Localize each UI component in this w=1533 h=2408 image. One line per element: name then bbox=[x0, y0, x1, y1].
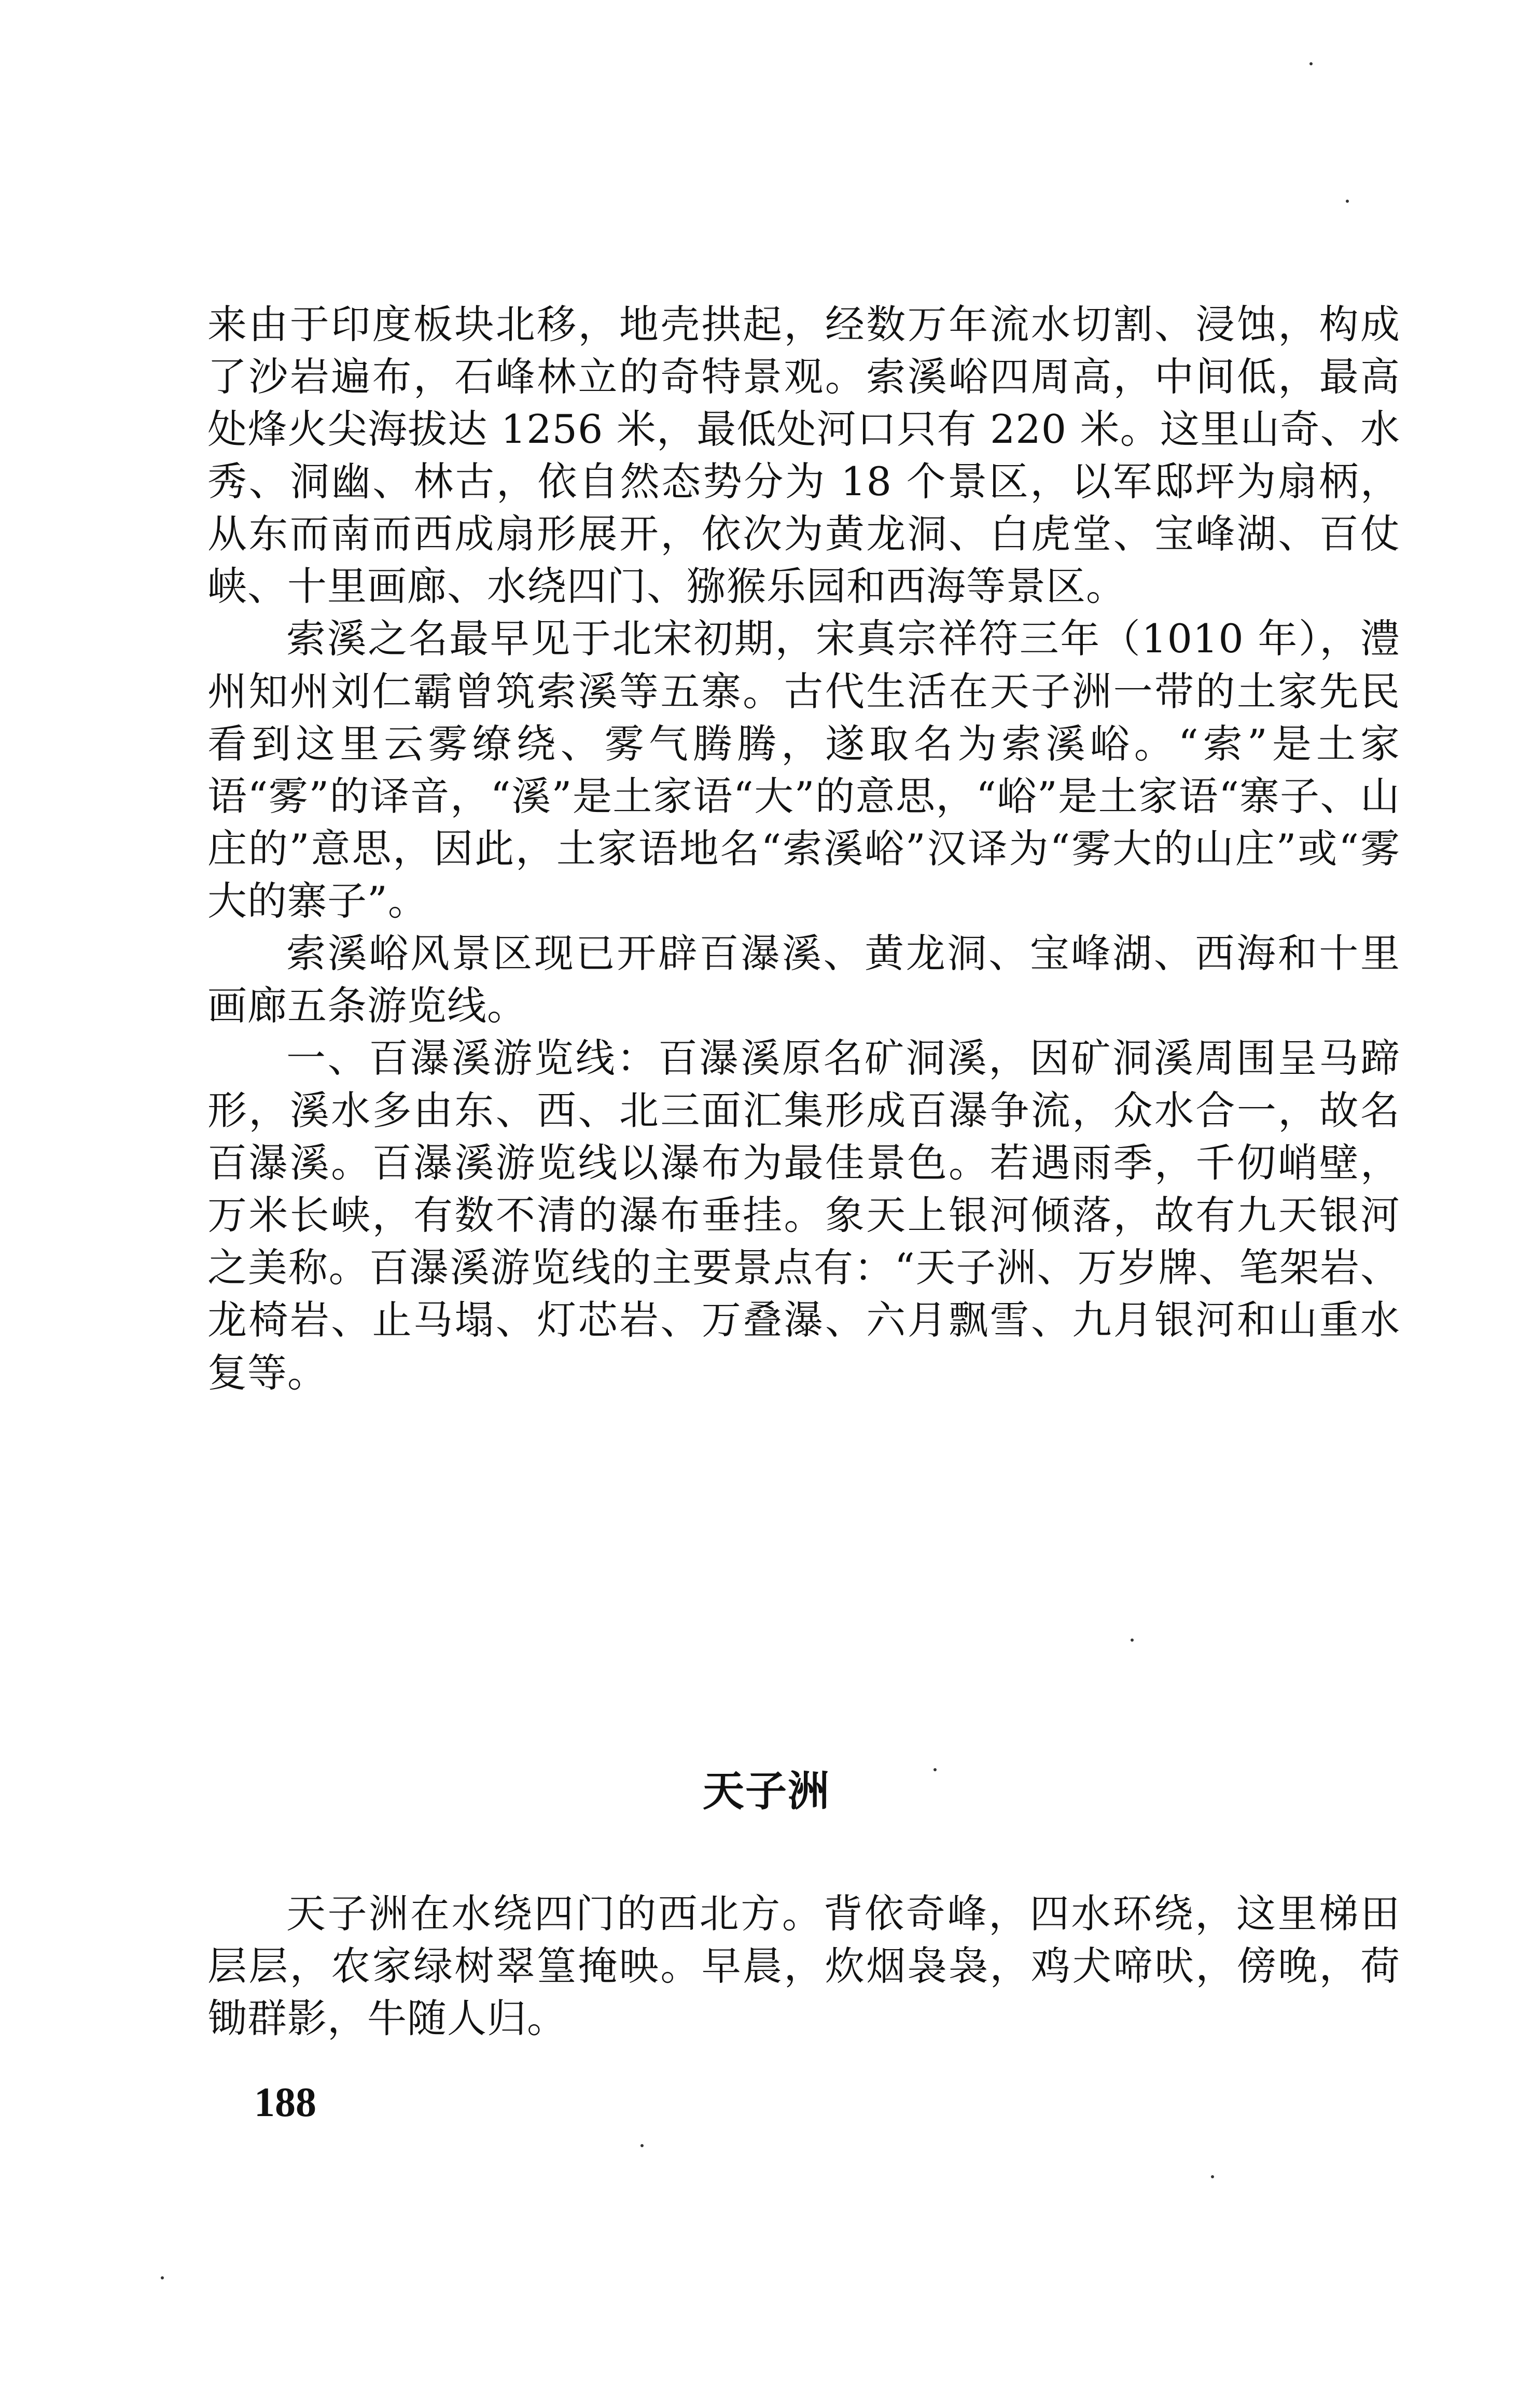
scan-speck bbox=[1309, 62, 1313, 65]
scan-speck bbox=[640, 2144, 644, 2147]
body-text-top bbox=[207, 298, 1400, 1399]
paragraph-tianzizhou: 天子洲在水绕四门的西北方。背依奇峰，四水环绕，这里梯田层层，农家绿树翠篁掩映。早晨，炊烟袅袅，鸡犬啼吠，傍晚，荷锄群影，牛随人归。 bbox=[207, 1891, 1400, 2042]
section-heading: 天子洲 bbox=[703, 1767, 830, 1815]
paragraph-tour-routes: 索溪峪风景区现已开辟百瀑溪、黄龙洞、宝峰湖、西海和十里画廊五条游览线。 bbox=[207, 930, 1400, 1029]
paragraph-continued: 来由于印度板块北移，地壳拱起，经数万年流水切割、浸蚀，构成了沙岩遍布，石峰林立的奇特景观。索溪峪四周高，中间低，最高处烽火尖海拔达 1256 米，最低处河口只有 220 米。这里山奇、水秀、洞幽、林古，依自然态势分为 18 个景区，以军邸坪为扇柄，从东而南而西成扇形展开，依次为黄龙洞、白虎堂、宝峰湖、百仗峡、十里画廊、水绕四门、猕猴乐园和西海等景区。 bbox=[207, 301, 1400, 610]
scan-speck bbox=[933, 1768, 937, 1771]
scan-speck bbox=[1346, 200, 1349, 203]
scan-speck bbox=[1131, 1639, 1134, 1642]
scan-speck bbox=[1211, 2175, 1214, 2178]
paragraph-name-origin: 索溪之名最早见于北宋初期，宋真宗祥符三年（1010 年），澧州知州刘仁霸曾筑索溪等五寨。古代生活在天子洲一带的土家先民看到这里云雾缭绕、雾气腾腾，遂取名为索溪峪。“索”是土家语“雾”的译音，“溪”是土家语“大”的意思，“峪”是土家语“寨子、山庄的”意思，因此，土家语地名“索溪峪”汉译为“雾大的山庄”或“雾大的寨子”。 bbox=[207, 615, 1400, 924]
body-text-bottom bbox=[207, 1887, 1400, 2045]
scan-speck bbox=[161, 2276, 164, 2279]
page-number: 188 bbox=[254, 2080, 316, 2125]
paragraph-baipuxi-route: 一、百瀑溪游览线：百瀑溪原名矿洞溪，因矿洞溪周围呈马蹄形，溪水多由东、西、北三面汇集形成百瀑争流，众水合一，故名百瀑溪。百瀑溪游览线以瀑布为最佳景色。若遇雨季，千仞峭壁，万米长峡，有数不清的瀑布垂挂。象天上银河倾落，故有九天银河之美称。百瀑溪游览线的主要景点有：“天子洲、万岁牌、笔架岩、龙椅岩、止马塌、灯芯岩、万叠瀑、六月飘雪、九月银河和山重水复等。 bbox=[207, 1035, 1400, 1396]
